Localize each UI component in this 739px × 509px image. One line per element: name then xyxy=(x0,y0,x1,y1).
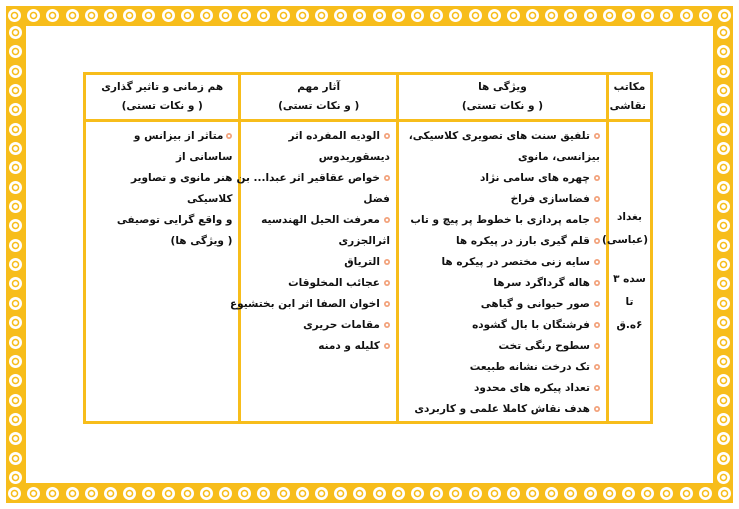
flower-ornament-icon xyxy=(526,9,539,22)
list-item: التریاق xyxy=(245,252,390,273)
flower-ornament-icon xyxy=(315,9,328,22)
flower-ornament-icon xyxy=(181,487,194,500)
flower-ornament-icon xyxy=(66,9,79,22)
flower-ornament-icon xyxy=(66,487,79,500)
contemporaneity-line: متاثر از بیزانس و ساسانی از xyxy=(133,130,233,163)
flower-ornament-icon xyxy=(507,487,520,500)
flower-ornament-icon xyxy=(85,9,98,22)
flower-bullet-icon xyxy=(594,196,600,202)
flower-ornament-icon xyxy=(507,9,520,22)
header-schools xyxy=(607,74,651,121)
flower-ornament-icon xyxy=(238,487,251,500)
flower-bullet-icon xyxy=(594,364,600,370)
flower-ornament-icon xyxy=(717,65,730,78)
flower-ornament-icon xyxy=(9,355,22,368)
flower-ornament-icon xyxy=(641,487,654,500)
flower-ornament-icon xyxy=(123,487,136,500)
flower-ornament-icon xyxy=(9,452,22,465)
flower-ornament-icon xyxy=(488,9,501,22)
list-item: کلیله و دمنه xyxy=(245,336,390,357)
flower-ornament-icon xyxy=(8,487,21,500)
flower-ornament-icon xyxy=(257,487,270,500)
flower-ornament-icon xyxy=(353,9,366,22)
list-item: الودیه المفرده اثر xyxy=(245,126,390,147)
works-cell xyxy=(230,121,398,423)
header-schools-line1: مکاتب xyxy=(613,81,646,93)
school-name: بغداد xyxy=(616,211,642,223)
flower-ornament-icon xyxy=(717,200,730,213)
flower-ornament-icon xyxy=(680,9,693,22)
flower-ornament-icon xyxy=(219,9,232,22)
flower-ornament-icon xyxy=(315,487,328,500)
flower-ornament-icon xyxy=(9,26,22,39)
flower-ornament-icon xyxy=(717,258,730,271)
contemporaneity-text xyxy=(90,126,232,252)
school-period-line2: تا ۶ه.ق xyxy=(616,296,643,331)
flower-ornament-icon xyxy=(9,316,22,329)
flower-bullet-icon xyxy=(594,217,600,223)
flower-ornament-icon xyxy=(238,9,251,22)
flower-ornament-icon xyxy=(200,9,213,22)
flower-bullet-icon xyxy=(384,280,390,286)
flower-ornament-icon xyxy=(717,219,730,232)
flower-ornament-icon xyxy=(717,432,730,445)
flower-ornament-icon xyxy=(277,9,290,22)
flower-ornament-icon xyxy=(85,487,98,500)
flower-ornament-icon xyxy=(641,9,654,22)
flower-ornament-icon xyxy=(181,9,194,22)
contemporaneity-line: ( ویژگی ها) xyxy=(170,235,233,247)
flower-ornament-icon xyxy=(9,65,22,78)
flower-bullet-icon xyxy=(384,175,390,181)
flower-ornament-icon xyxy=(564,487,577,500)
border-flowers-bottom xyxy=(8,487,731,500)
flower-ornament-icon xyxy=(449,9,462,22)
school-period-line1: سده ۳ xyxy=(613,273,646,285)
school-cell xyxy=(602,121,651,423)
flower-bullet-icon xyxy=(594,175,600,181)
flower-ornament-icon xyxy=(717,336,730,349)
header-contemporaneity-line1: هم زمانی و تاثیر گذاری xyxy=(101,81,224,93)
flower-bullet-icon xyxy=(384,217,390,223)
list-item: فرشتگان با بال گشوده xyxy=(403,315,600,336)
flower-bullet-icon xyxy=(384,301,390,307)
flower-ornament-icon xyxy=(430,487,443,500)
flower-ornament-icon xyxy=(718,487,731,500)
flower-ornament-icon xyxy=(699,9,712,22)
header-features xyxy=(397,74,607,121)
flower-ornament-icon xyxy=(392,487,405,500)
flower-ornament-icon xyxy=(545,487,558,500)
flower-ornament-icon xyxy=(717,161,730,174)
flower-ornament-icon xyxy=(660,9,673,22)
works-list xyxy=(230,126,390,357)
flower-bullet-icon xyxy=(384,259,390,265)
contemporaneity-line: و واقع گرایی توصیفی xyxy=(116,214,233,226)
header-schools-line2: نقاشی xyxy=(609,100,646,112)
flower-bullet-icon xyxy=(594,280,600,286)
flower-ornament-icon xyxy=(334,9,347,22)
list-item: جامه پردازی با خطوط پر پیچ و تاب xyxy=(403,210,600,231)
flower-ornament-icon xyxy=(717,239,730,252)
flower-bullet-icon xyxy=(594,238,600,244)
features-list xyxy=(403,126,600,420)
list-item: معرفت الحیل الهندسیه xyxy=(245,210,390,231)
flower-ornament-icon xyxy=(717,413,730,426)
flower-ornament-icon xyxy=(9,432,22,445)
list-item: فضاسازی فراخ xyxy=(403,189,600,210)
flower-bullet-icon xyxy=(594,385,600,391)
flower-ornament-icon xyxy=(9,103,22,116)
header-works-line2: ( و نکات تستی) xyxy=(278,100,360,112)
header-contemporaneity-line2: ( و نکات تستی) xyxy=(121,100,203,112)
flower-ornament-icon xyxy=(373,487,386,500)
flower-ornament-icon xyxy=(219,487,232,500)
flower-ornament-icon xyxy=(584,487,597,500)
flower-ornament-icon xyxy=(9,45,22,58)
list-item: هاله گرداگرد سرها xyxy=(403,273,600,294)
flower-ornament-icon xyxy=(717,394,730,407)
features-cell xyxy=(397,121,607,423)
flower-bullet-icon xyxy=(226,133,232,139)
flower-ornament-icon xyxy=(526,487,539,500)
flower-ornament-icon xyxy=(603,487,616,500)
flower-bullet-icon xyxy=(594,301,600,307)
flower-ornament-icon xyxy=(430,9,443,22)
flower-ornament-icon xyxy=(717,355,730,368)
flower-ornament-icon xyxy=(9,277,22,290)
flower-ornament-icon xyxy=(584,9,597,22)
list-item: عجائب المخلوقات xyxy=(245,273,390,294)
flower-ornament-icon xyxy=(545,9,558,22)
flower-ornament-icon xyxy=(9,123,22,136)
school-dynasty: (عباسی) xyxy=(602,234,648,246)
flower-bullet-icon xyxy=(384,322,390,328)
flower-ornament-icon xyxy=(200,487,213,500)
flower-ornament-icon xyxy=(46,9,59,22)
flower-ornament-icon xyxy=(9,258,22,271)
flower-ornament-icon xyxy=(142,487,155,500)
flower-ornament-icon xyxy=(296,487,309,500)
flower-bullet-icon xyxy=(384,133,390,139)
flower-ornament-icon xyxy=(449,487,462,500)
flower-ornament-icon xyxy=(469,9,482,22)
flower-bullet-icon xyxy=(594,133,600,139)
flower-ornament-icon xyxy=(9,374,22,387)
flower-ornament-icon xyxy=(296,9,309,22)
list-item: قلم گیری بارز در پیکره ها xyxy=(403,231,600,252)
flower-ornament-icon xyxy=(660,487,673,500)
flower-ornament-icon xyxy=(104,9,117,22)
flower-ornament-icon xyxy=(717,374,730,387)
flower-ornament-icon xyxy=(9,239,22,252)
flower-ornament-icon xyxy=(717,316,730,329)
flower-ornament-icon xyxy=(392,9,405,22)
flower-ornament-icon xyxy=(8,9,21,22)
flower-ornament-icon xyxy=(411,9,424,22)
flower-ornament-icon xyxy=(9,471,22,484)
flower-bullet-icon xyxy=(384,343,390,349)
flower-ornament-icon xyxy=(717,181,730,194)
list-item: صور حیوانی و گیاهی xyxy=(403,294,600,315)
flower-ornament-icon xyxy=(411,487,424,500)
flower-ornament-icon xyxy=(680,487,693,500)
border-flowers-left xyxy=(9,26,22,484)
flower-ornament-icon xyxy=(9,336,22,349)
header-works-line1: آثار مهم xyxy=(297,81,341,93)
flower-ornament-icon xyxy=(9,413,22,426)
flower-ornament-icon xyxy=(142,9,155,22)
flower-ornament-icon xyxy=(353,487,366,500)
flower-ornament-icon xyxy=(603,9,616,22)
flower-bullet-icon xyxy=(594,343,600,349)
flower-ornament-icon xyxy=(27,487,40,500)
flower-ornament-icon xyxy=(162,9,175,22)
list-item: تلفیق سنت های تصویری کلاسیکی، xyxy=(403,126,600,147)
flower-ornament-icon xyxy=(717,452,730,465)
flower-ornament-icon xyxy=(718,9,731,22)
flower-ornament-icon xyxy=(9,84,22,97)
flower-ornament-icon xyxy=(717,471,730,484)
list-item: تک درخت نشانه طبیعت xyxy=(403,357,600,378)
flower-ornament-icon xyxy=(9,161,22,174)
flower-ornament-icon xyxy=(717,103,730,116)
painting-schools-table xyxy=(83,72,653,424)
list-item: چهره های سامی نژاد xyxy=(403,168,600,189)
flower-bullet-icon xyxy=(594,259,600,265)
flower-ornament-icon xyxy=(717,123,730,136)
flower-ornament-icon xyxy=(334,487,347,500)
flower-ornament-icon xyxy=(9,394,22,407)
flower-ornament-icon xyxy=(257,9,270,22)
list-item: سطوح رنگی تخت xyxy=(403,336,600,357)
flower-ornament-icon xyxy=(717,45,730,58)
header-row xyxy=(85,74,652,121)
flower-ornament-icon xyxy=(9,142,22,155)
flower-ornament-icon xyxy=(469,487,482,500)
flower-ornament-icon xyxy=(717,297,730,310)
flower-ornament-icon xyxy=(9,200,22,213)
list-item: اثرالجزری xyxy=(338,235,390,247)
list-item: فضل xyxy=(363,193,390,205)
list-item: هدف نقاش کاملا علمی و کاربردی xyxy=(403,399,600,420)
flower-ornament-icon xyxy=(277,487,290,500)
flower-ornament-icon xyxy=(9,297,22,310)
flower-ornament-icon xyxy=(162,487,175,500)
contemporaneity-cell xyxy=(85,121,240,423)
border-flowers-right xyxy=(717,26,730,484)
flower-ornament-icon xyxy=(699,487,712,500)
flower-ornament-icon xyxy=(717,277,730,290)
flower-ornament-icon xyxy=(373,9,386,22)
list-item: دیسقوریدوس xyxy=(318,151,390,163)
list-item: اخوان الصفا اثر ابن بختشیوع xyxy=(245,294,390,315)
header-contemporaneity xyxy=(85,74,240,121)
list-item: خواص عقاقیر اثر عبدا... بن xyxy=(245,168,390,189)
list-item: مقامات حریری xyxy=(245,315,390,336)
flower-ornament-icon xyxy=(488,487,501,500)
header-features-line2: ( و نکات تستی) xyxy=(461,100,543,112)
list-item: تعداد پیکره های محدود xyxy=(403,378,600,399)
flower-ornament-icon xyxy=(717,142,730,155)
header-features-line1: ویژگی ها xyxy=(478,81,527,93)
list-item: بیزانسی، مانوی xyxy=(518,151,600,163)
flower-ornament-icon xyxy=(46,487,59,500)
flower-ornament-icon xyxy=(717,84,730,97)
flower-ornament-icon xyxy=(9,181,22,194)
flower-ornament-icon xyxy=(27,9,40,22)
flower-bullet-icon xyxy=(594,322,600,328)
border-flowers-top xyxy=(8,9,731,22)
flower-ornament-icon xyxy=(123,9,136,22)
header-works xyxy=(240,74,398,121)
flower-ornament-icon xyxy=(9,219,22,232)
flower-ornament-icon xyxy=(717,26,730,39)
flower-ornament-icon xyxy=(564,9,577,22)
table-row xyxy=(85,121,652,423)
flower-ornament-icon xyxy=(622,487,635,500)
flower-ornament-icon xyxy=(104,487,117,500)
flower-ornament-icon xyxy=(622,9,635,22)
list-item: سایه زنی مختصر در پیکره ها xyxy=(403,252,600,273)
contemporaneity-line: هنر مانوی و تصاویر کلاسیکی xyxy=(131,172,233,205)
flower-bullet-icon xyxy=(594,406,600,412)
